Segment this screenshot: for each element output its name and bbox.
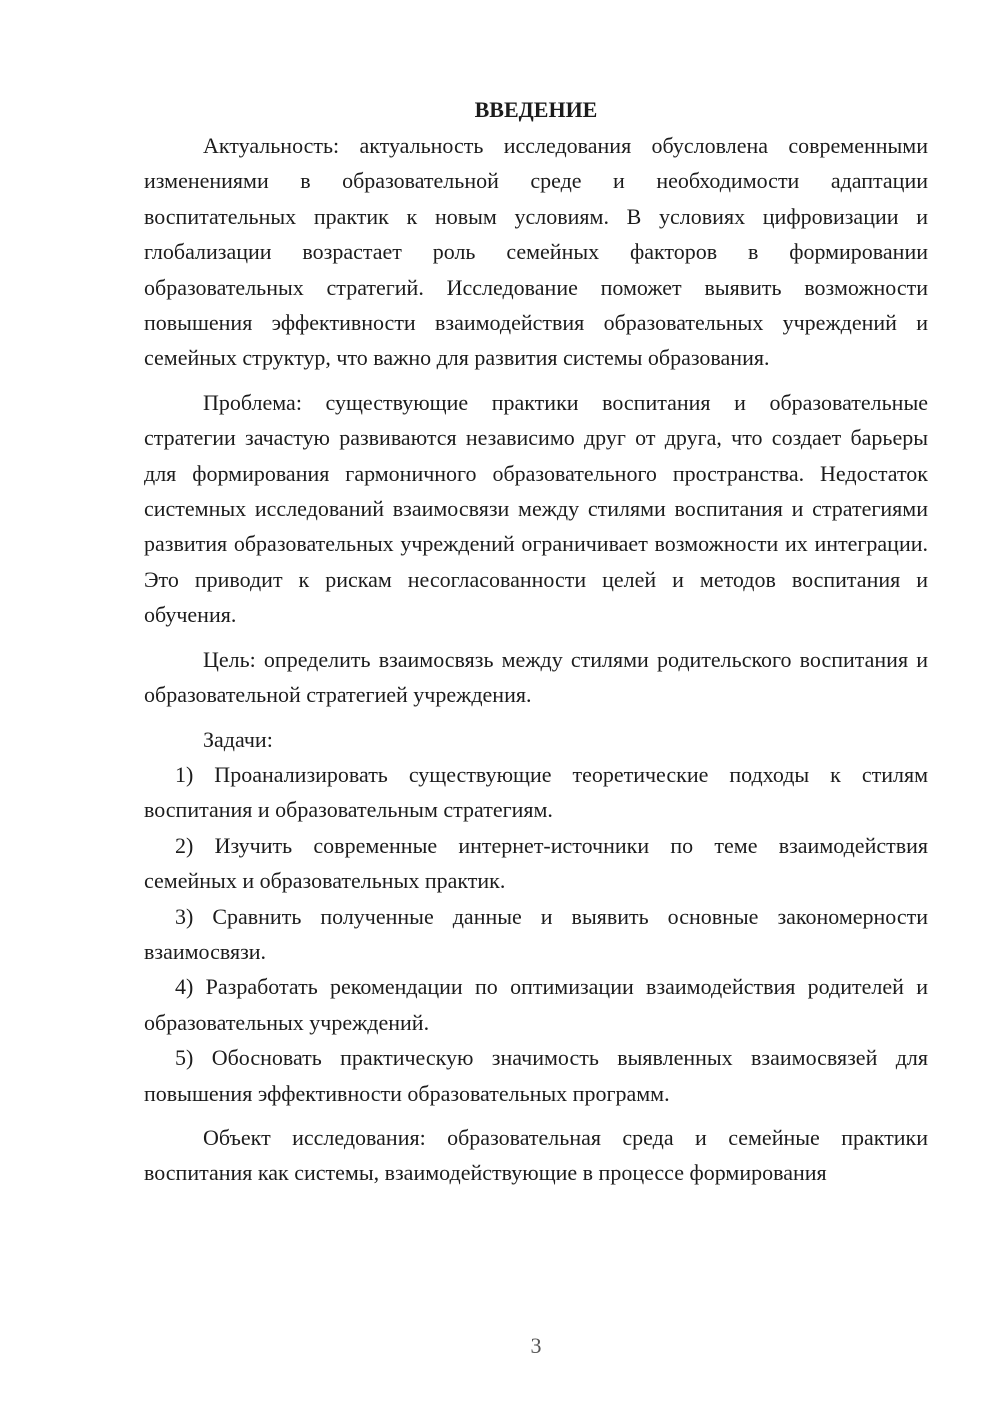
task-item-5: 5) Обосновать практическую значимость выявленных взаимосвязей для повышения эффективности образовательных программ. [144, 1045, 928, 1106]
page-content [144, 92, 928, 1191]
goal-paragraph: Цель: определить взаимосвязь между стилями родительского воспитания и образовательной стратегией учреждения. [144, 646, 928, 708]
task-item-2: 2) Изучить современные интернет-источники по теме взаимодействия семейных и образовательных практик. [144, 832, 928, 894]
page-number: 3 [530, 1333, 542, 1358]
task-item-3: 3) Сравнить полученные данные и выявить основные закономерности взаимосвязи. [144, 903, 928, 964]
task-item-1: 1) Проанализировать существующие теоретические подходы к стилям воспитания и образовательным стратегиям. [144, 761, 928, 823]
tasks-label: Задачи: [203, 726, 273, 752]
task-item-4: 4) Разработать рекомендации по оптимизации взаимодействия родителей и образовательных учреждений. [144, 974, 928, 1035]
page-title: ВВЕДЕНИЕ [474, 97, 598, 122]
object-paragraph: Объект исследования: образовательная среда и семейные практики воспитания как системы, взаимодействующие в процессе формирования [144, 1124, 928, 1186]
relevance-paragraph: Актуальность: актуальность исследования обусловлена современными изменениями в образовательной среде и необходимости адаптации воспитательных практик к новым условиям. В условиях цифровизации и глобализации возрастает роль семейных факторов в формировании образовательных стратегий. Исследование поможет выявить возможности повышения эффективности взаимодействия образовательных учреждений и семейных структур, что важно для развития системы образования. [144, 133, 928, 371]
problem-paragraph: Проблема: существующие практики воспитания и образовательные стратегии зачастую развиваются независимо друг от друга, что создает барьеры для формирования гармоничного образовательного пространства. Недостаток системных исследований взаимосвязи между стилями воспитания и стратегиями развития образовательных учреждений ограничивает возможности их интеграции. Это приводит к рискам несогласованности целей и методов воспитания и обучения. [144, 389, 928, 628]
